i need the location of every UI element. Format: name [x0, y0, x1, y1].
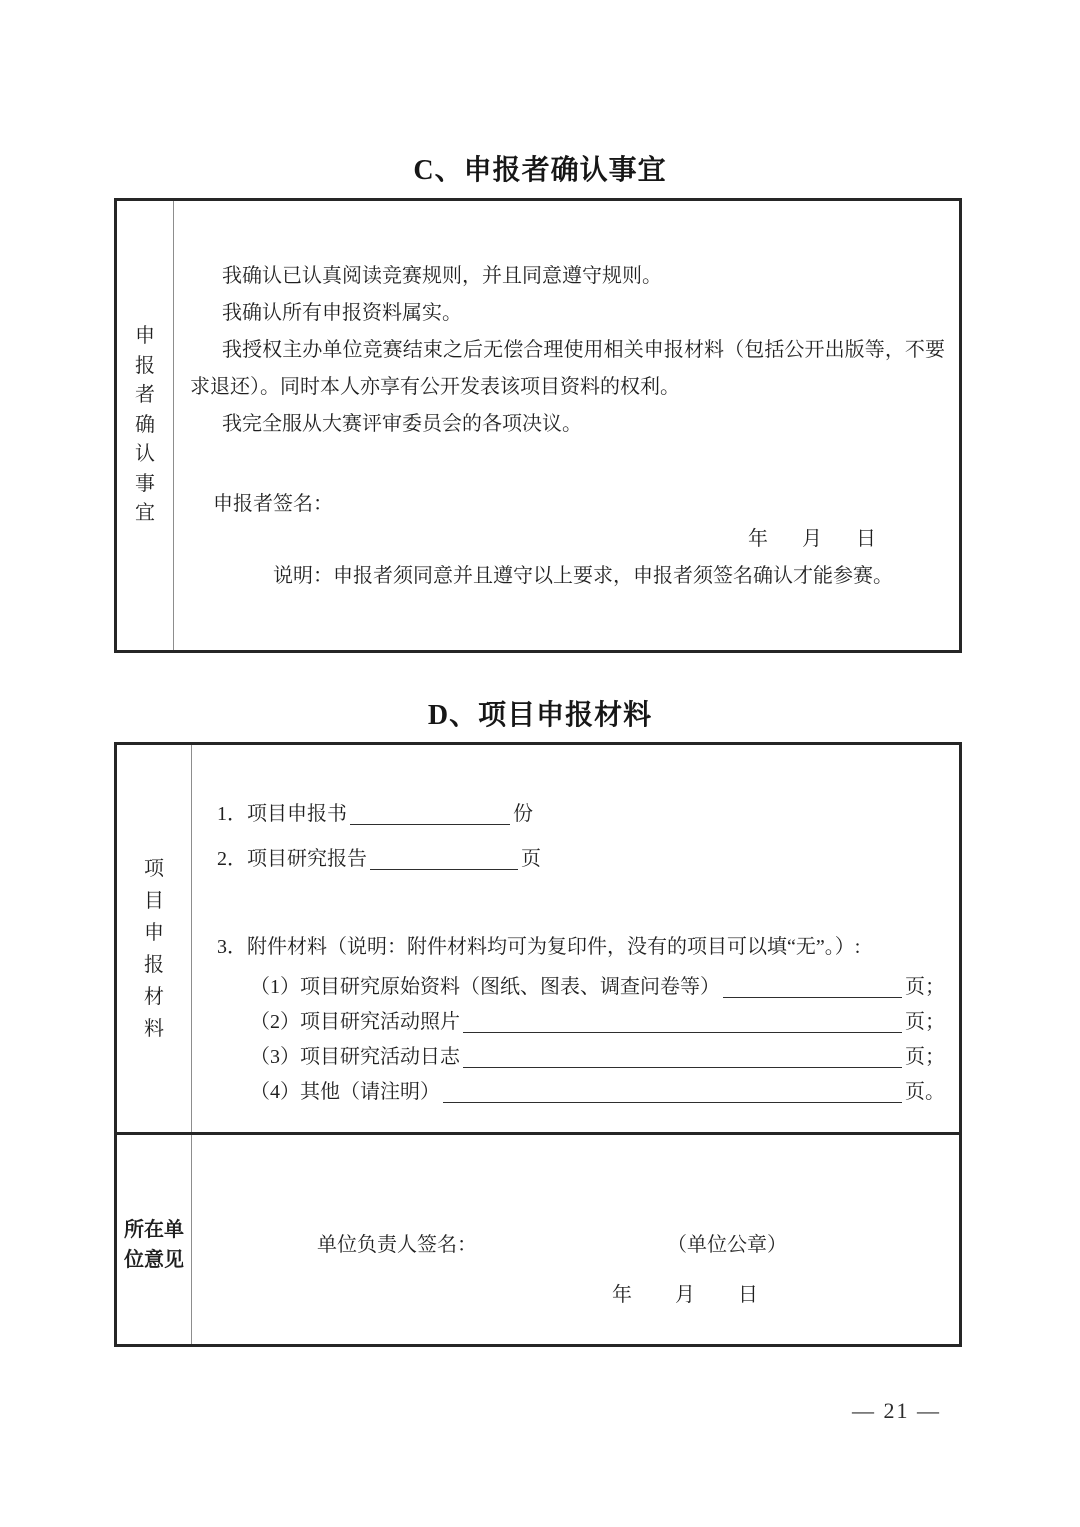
item-label: 2．项目研究报告 — [217, 848, 367, 870]
materials-row — [117, 745, 959, 1135]
day-label: 日 — [856, 528, 876, 550]
sidebar-char: 材 — [144, 985, 164, 1008]
sidebar-line: 位意见 — [124, 1248, 184, 1271]
sidebar-char: 申 — [144, 921, 164, 944]
unit-opinion-sidebar — [117, 1135, 192, 1344]
attachment-item — [250, 1043, 945, 1071]
item-label: （1）项目研究原始资料（图纸、图表、调查问卷等） — [250, 976, 720, 998]
date-line — [612, 1282, 758, 1308]
section-d-title: D、项目申报材料 — [427, 700, 653, 731]
form-item — [217, 800, 533, 828]
sidebar-char: 者 — [135, 384, 155, 407]
sidebar-char: 认 — [135, 443, 155, 466]
confirm-paragraph: 我确认所有申报资料属实。 — [222, 302, 462, 324]
sidebar-char: 目 — [144, 889, 164, 912]
sidebar-char: 项 — [144, 857, 164, 880]
unit-opinion-row — [117, 1135, 959, 1344]
section-c-sidebar — [117, 201, 174, 650]
blank-underline — [350, 802, 510, 825]
item-label: （2）项目研究活动照片 — [250, 1011, 460, 1033]
attachment-item — [250, 973, 945, 1001]
sidebar-line: 所在单 — [124, 1218, 184, 1241]
attachment-item — [250, 1078, 945, 1106]
blank-underline — [463, 1010, 902, 1033]
sidebar-char: 宜 — [135, 502, 155, 525]
item-unit: 页。 — [905, 1081, 945, 1103]
unit-signature-label: 单位负责人签名： — [317, 1234, 477, 1256]
confirm-paragraph: 我授权主办单位竞赛结束之后无偿合理使用相关申报材料（包括公开出版等，不要求退还）。同时本人亦享有公开发表该项目资料的权利。 — [190, 339, 945, 398]
item-label: 1．项目申报书 — [217, 803, 347, 825]
unit-seal-label: （单位公章） — [667, 1234, 787, 1256]
unit-opinion-content — [192, 1135, 959, 1344]
sidebar-char: 确 — [135, 413, 155, 436]
year-label: 年 — [612, 1284, 632, 1306]
form-item — [217, 845, 541, 873]
note-text: 说明：申报者须同意并且遵守以上要求，申报者须签名确认才能参赛。 — [273, 565, 893, 587]
blank-underline — [370, 847, 518, 870]
confirm-paragraph: 我确认已认真阅读竞赛规则，并且同意遵守规则。 — [222, 265, 662, 287]
applicant-signature-label: 申报者签名： — [213, 493, 333, 515]
confirm-paragraph: 我完全服从大赛评审委员会的各项决议。 — [222, 413, 582, 435]
item-unit: 份 — [513, 803, 533, 825]
attachment-heading: 3．附件材料（说明：附件材料均可为复印件，没有的项目可以填“无”。）: — [217, 936, 861, 958]
sidebar-char: 料 — [144, 1017, 164, 1040]
item-unit: 页 — [521, 848, 541, 870]
month-label: 月 — [675, 1284, 695, 1306]
section-d-sidebar — [117, 745, 192, 1132]
blank-underline — [463, 1045, 902, 1068]
date-line — [748, 526, 876, 552]
sidebar-char: 事 — [135, 472, 155, 495]
section-c-title: C、申报者确认事宜 — [413, 155, 667, 186]
section-d-table — [114, 742, 962, 1347]
item-unit: 页； — [905, 976, 945, 998]
item-unit: 页； — [905, 1011, 945, 1033]
year-label: 年 — [748, 528, 768, 550]
section-c-table — [114, 198, 962, 653]
sidebar-char: 报 — [144, 953, 164, 976]
sidebar-char: 申 — [135, 325, 155, 348]
blank-underline — [723, 975, 902, 998]
sidebar-char: 报 — [135, 354, 155, 377]
page-number: — 21 — — [852, 1398, 941, 1423]
item-label: （4）其他（请注明） — [250, 1081, 440, 1103]
attachment-item — [250, 1008, 945, 1036]
blank-underline — [443, 1080, 902, 1103]
day-label: 日 — [738, 1284, 758, 1306]
month-label: 月 — [802, 528, 822, 550]
item-label: （3）项目研究活动日志 — [250, 1046, 460, 1068]
section-d-content — [192, 745, 959, 1132]
item-unit: 页； — [905, 1046, 945, 1068]
